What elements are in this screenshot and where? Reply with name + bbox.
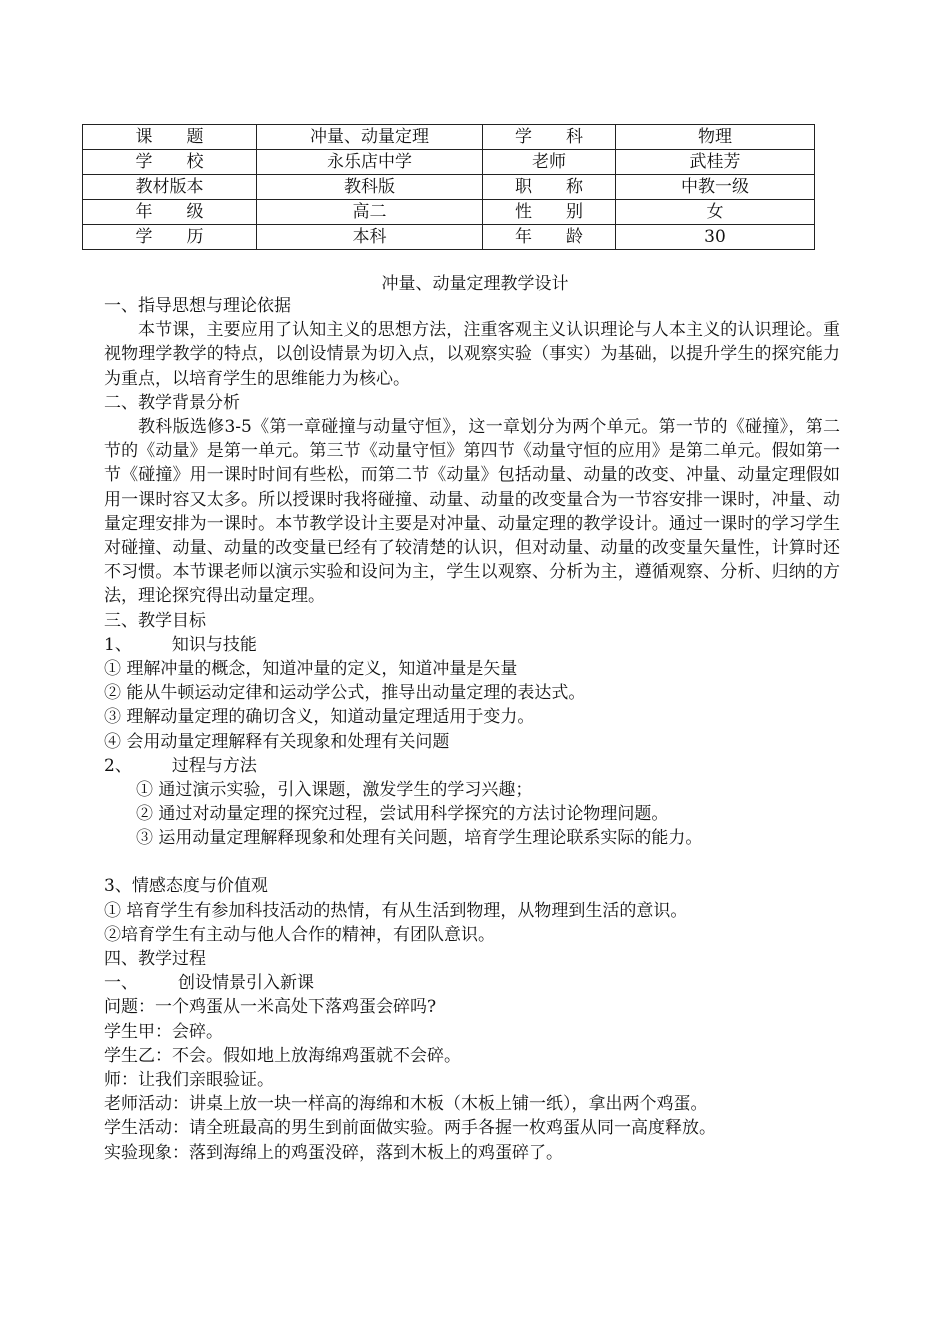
info-value-cell: 本科 [257,225,483,250]
info-label-cell: 教材版本 [83,175,257,200]
goal-title: 过程与方法 [171,755,257,776]
dialogue-line: 学生甲：会碎。 [104,1021,223,1042]
info-row [83,150,815,175]
info-value-cell: 高二 [257,200,483,225]
info-value-cell: 女 [616,200,815,225]
info-value-cell: 武桂芳 [616,150,815,175]
goal-heading [104,754,840,778]
info-value-cell: 30 [616,225,815,250]
info-value-cell: 永乐店中学 [257,150,483,175]
info-row [83,175,815,200]
info-row [83,200,815,225]
section-heading: 一、指导思想与理论依据 [104,296,291,316]
info-row [83,125,815,150]
paragraph: 教科版选修3-5《第一章碰撞与动量守恒》，这一章划分为两个单元。第一节的《碰撞》，第二节的《动量》是第一单元。第三节《动量守恒》第四节《动量守恒的应用》是第二单元。假如第一节《碰撞》用一课时时间有些松，而第二节《动量》包括动量、动量的改变、冲量、动量定理假如用一课时容又太多。所以授课时我将碰撞、动量、动量的改变量合为一节容安排一课时，冲量、动量定理安排为一课时。本节教学设计主要是对冲量、动量定理的教学设计。通过一课时的学习学生对碰撞、动量、动量的改变量已经有了较清楚的认识，但对动量、动量的改变量矢量性，计算时还不习惯。本节课老师以演示实验和设问为主，学生以观察、分析为主，遵循观察、分析、归纳的方法，理论探究得出动量定理。 [104,416,840,607]
info-label-cell: 学 校 [83,150,257,175]
list-item: ③ 运用动量定理解释现象和处理有关问题，培育学生理论联系实际的能力。 [136,828,703,849]
info-label-cell: 老师 [483,150,616,175]
info-row [83,225,815,250]
info-value-cell: 冲量、动量定理 [257,125,483,150]
goal-number: 1、 [104,634,132,655]
list-item: ② 能从牛顿运动定律和运动学公式，推导出动量定理的表达式。 [104,683,586,704]
document-body [104,294,840,1165]
info-label-cell: 职 称 [483,175,616,200]
list-item: ① 理解冲量的概念，知道冲量的定义，知道冲量是矢量 [104,658,518,679]
process-heading [104,971,840,995]
goal-heading: 3、情感态度与价值观 [104,876,268,897]
info-value-cell: 中教一级 [616,175,815,200]
info-label-cell: 性 别 [483,200,616,225]
paragraph: 本节课，主要应用了认知主义的思想方法，注重客观主义认识理论与人本主义的认识理论。重视物理学教学的特点，以创设情景为切入点，以观察实验（事实）为基础，以提升学生的探究能力为重点，以培育学生的思维能力为核心。 [104,320,840,389]
goal-number: 2、 [104,755,132,776]
info-table [82,124,815,250]
document-title: 冲量、动量定理教学设计 [381,274,569,294]
dialogue-line: 老师活动：讲桌上放一块一样高的海绵和木板（木板上铺一纸），拿出两个鸡蛋。 [104,1094,708,1115]
list-item: ① 通过演示实验，引入课题，激发学生的学习兴趣； [136,779,533,800]
blank-line [104,850,840,874]
info-value-cell: 教科版 [257,175,483,200]
list-item: ④ 会用动量定理解释有关现象和处理有关问题 [104,731,450,752]
dialogue-line: 问题：一个鸡蛋从一米高处下落鸡蛋会碎吗? [104,997,437,1018]
info-value-cell: 物理 [616,125,815,150]
dialogue-line: 实验现象：落到海绵上的鸡蛋没碎，落到木板上的鸡蛋碎了。 [104,1142,563,1163]
section-heading: 四、教学过程 [104,949,206,970]
list-item: ②培育学生有主动与他人合作的精神，有团队意识。 [104,924,495,945]
process-number: 一、 [104,973,138,994]
info-label-cell: 课 题 [83,125,257,150]
dialogue-line: 学生活动：请全班最高的男生到前面做实验。两手各握一枚鸡蛋从同一高度释放。 [104,1118,716,1139]
dialogue-line: 师：让我们亲眼验证。 [104,1069,274,1090]
dialogue-line: 学生乙：不会。假如地上放海绵鸡蛋就不会碎。 [104,1045,461,1066]
info-label-cell: 学 科 [483,125,616,150]
goal-title: 知识与技能 [171,634,257,655]
info-label-cell: 年 龄 [483,225,616,250]
list-item: ② 通过对动量定理的探究过程，尝试用科学探究的方法讨论物理问题。 [136,804,669,825]
info-label-cell: 学 历 [83,225,257,250]
goal-heading [104,633,840,657]
section-heading: 二、教学背景分析 [104,392,240,413]
list-item: ① 培育学生有参加科技活动的热情，有从生活到物理，从物理到生活的意识。 [104,900,688,921]
list-item: ③ 理解动量定理的确切含义，知道动量定理适用于变力。 [104,707,535,728]
info-label-cell: 年 级 [83,200,257,225]
process-title: 创设情景引入新课 [178,973,314,994]
section-heading: 三、教学目标 [104,610,206,631]
